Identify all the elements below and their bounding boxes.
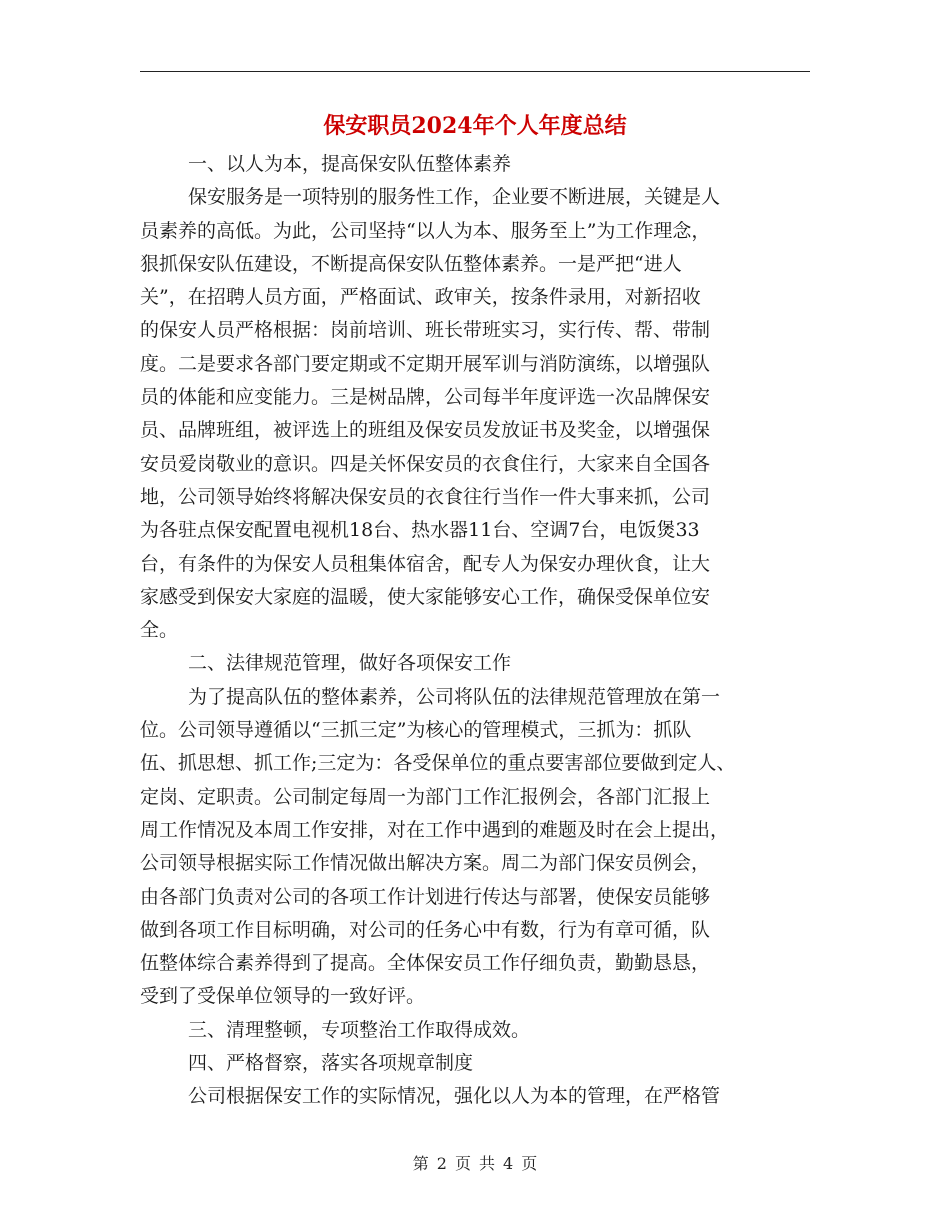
text-line: 周工作情况及本周工作安排，对在工作中遇到的难题及时在会上提出， xyxy=(140,818,730,841)
text-line: 员素养的高低。为此，公司坚持“以人为本、服务至上”为工作理念， xyxy=(140,219,711,242)
text-line: 由各部门负责对公司的各项工作计划进行传达与部署，使保安员能够 xyxy=(140,885,711,908)
text-line: 定岗、定职责。公司制定每周一为部门工作汇报例会，各部门汇报上 xyxy=(140,785,711,808)
text-line: 地，公司领导始终将解决保安员的衣食往行当作一件大事来抓，公司 xyxy=(140,485,711,508)
text-line: 为了提高队伍的整体素养，公司将队伍的法律规范管理放在第一 xyxy=(188,685,721,708)
text-line: 安员爱岗敬业的意识。四是关怀保安员的衣食住行，大家来自全国各 xyxy=(140,452,711,475)
text-line: 一、以人为本，提高保安队伍整体素养 xyxy=(188,153,512,175)
text-line: 员、品牌班组，被评选上的班组及保安员发放证书及奖金，以增强保 xyxy=(140,419,711,442)
text-line: 二、法律规范管理，做好各项保安工作 xyxy=(188,652,512,675)
text-line: 台，有条件的为保安人员租集体宿舍，配专人为保安办理伙食，让大 xyxy=(140,552,711,575)
text-line: 保安服务是一项特别的服务性工作，企业要不断进展，关键是人 xyxy=(188,186,721,209)
text-line: 做到各项工作目标明确，对公司的任务心中有数，行为有章可循，队 xyxy=(140,918,711,941)
footer-prefix: 第 xyxy=(412,1154,429,1173)
text-line: 为各驻点保安配置电视机18台、热水器11台、空调7台，电饭煲33 xyxy=(140,519,700,542)
text-line: 全。 xyxy=(140,619,179,642)
header-rule xyxy=(140,71,810,72)
text-line: 三、清理整顿，专项整治工作取得成效。 xyxy=(188,1018,531,1041)
text-line: 度。二是要求各部门要定期或不定期开展军训与消防演练，以增强队 xyxy=(140,352,711,375)
text-line: 伍、抓思想、抓工作;三定为：各受保单位的重点要害部位要做到定人、 xyxy=(140,752,736,775)
text-line: 关”，在招聘人员方面，严格面试、政审关，按条件录用，对新招收 xyxy=(140,286,701,309)
footer-page-label: 页 xyxy=(454,1154,471,1173)
footer-total-prefix: 共 xyxy=(479,1154,496,1173)
page-footer xyxy=(0,1152,950,1176)
text-line: 公司领导根据实际工作情况做出解决方案。周二为部门保安员例会， xyxy=(140,852,711,875)
text-line: 位。公司领导遵循以“三抓三定”为核心的管理模式，三抓为：抓队 xyxy=(140,719,692,742)
text-line: 家感受到保安大家庭的温暖，使大家能够安心工作，确保受保单位安 xyxy=(140,585,711,608)
text-line: 四、严格督察，落实各项规章制度 xyxy=(188,1052,474,1075)
footer-total-pages: 4 xyxy=(503,1154,514,1173)
document-body xyxy=(140,148,810,1114)
text-line: 的保安人员严格根据：岗前培训、班长带班实习，实行传、帮、带制 xyxy=(140,319,711,342)
text-line: 伍整体综合素养得到了提高。全体保安员工作仔细负责，勤勤恳恳， xyxy=(140,952,711,975)
text-line: 员的体能和应变能力。三是树品牌，公司每半年度评选一次品牌保安 xyxy=(140,386,711,409)
footer-page-number: 2 xyxy=(436,1154,447,1173)
text-line: 狠抓保安队伍建设，不断提高保安队伍整体素养。一是严把“进人 xyxy=(140,252,682,275)
text-line: 受到了受保单位领导的一致好评。 xyxy=(140,985,426,1008)
text-line: 公司根据保安工作的实际情况，强化以人为本的管理，在严格管 xyxy=(188,1085,721,1108)
document-title: 保安职员2024年个人年度总结 xyxy=(323,113,627,139)
footer-total-label: 页 xyxy=(521,1154,538,1173)
